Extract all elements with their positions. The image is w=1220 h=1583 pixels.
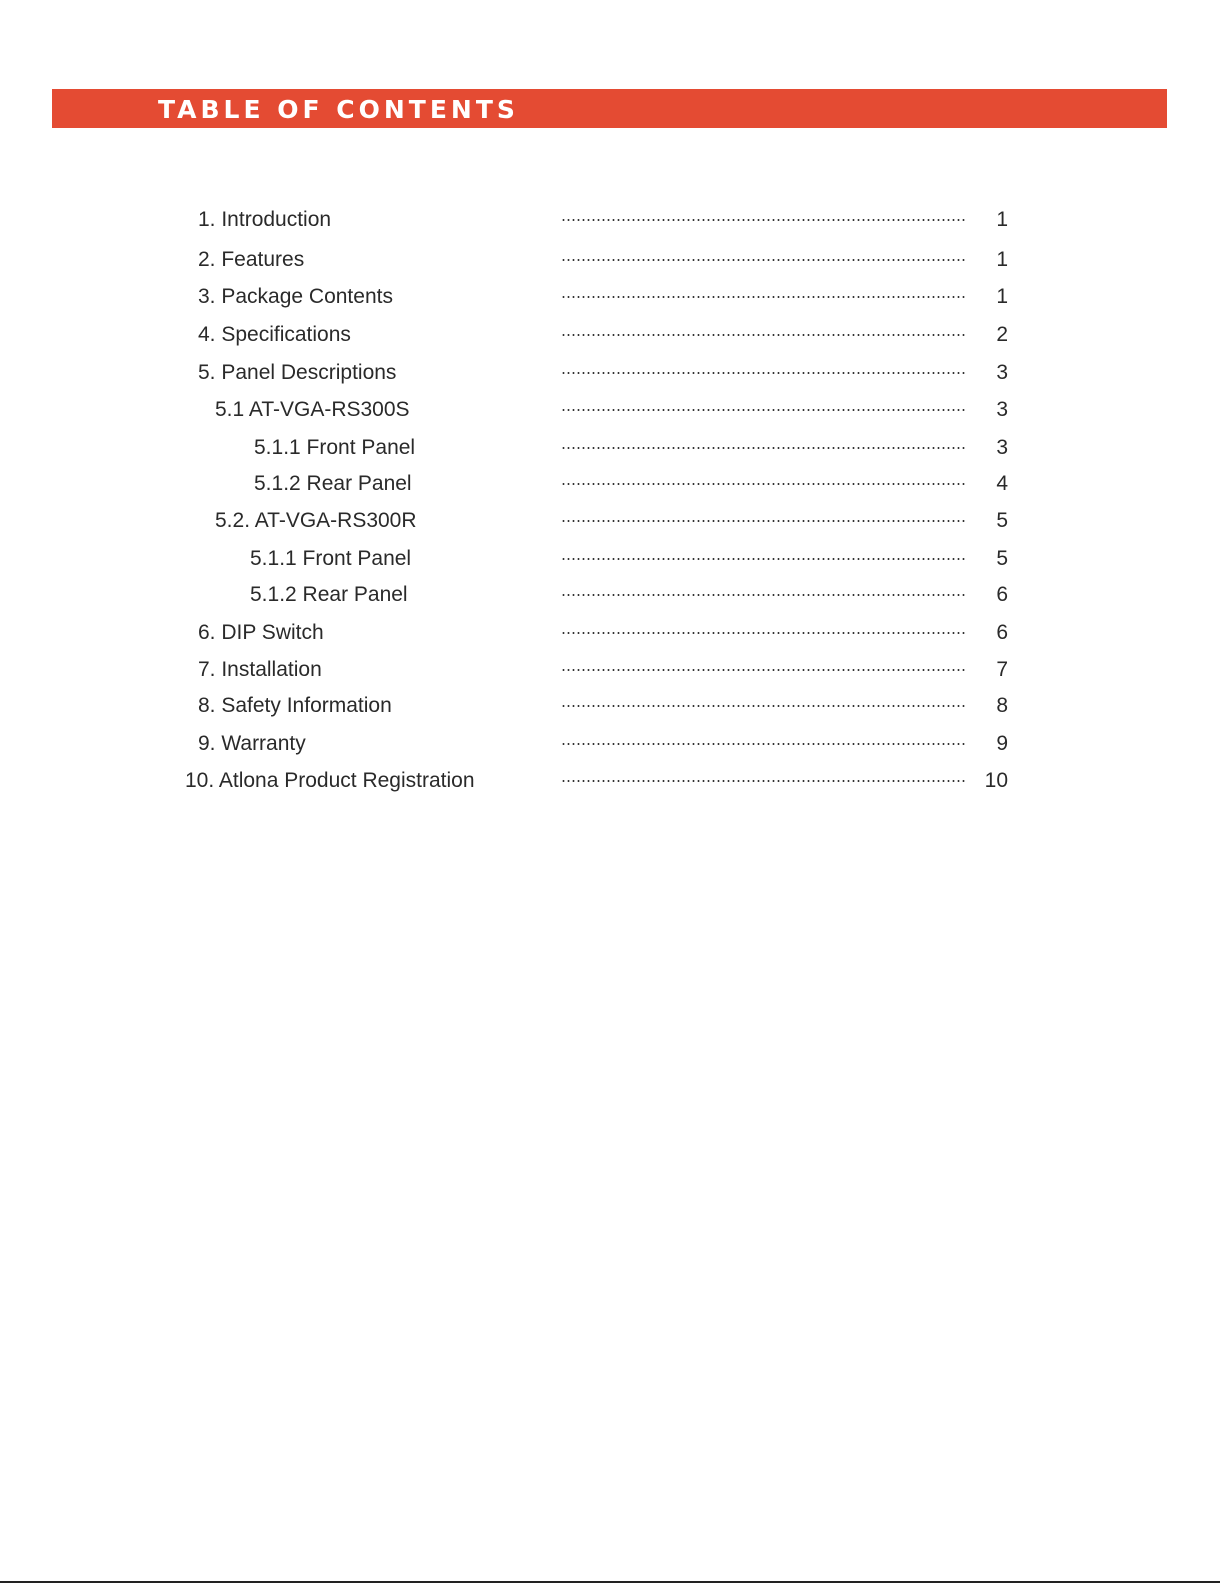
toc-entry[interactable]	[0, 729, 1220, 759]
toc-dot-leader	[561, 372, 966, 374]
toc-entry-label: 8. Safety Information	[198, 694, 392, 717]
toc-entry[interactable]	[0, 691, 1220, 721]
toc-entry-page-number: 6	[996, 621, 1008, 644]
toc-entry[interactable]	[0, 580, 1220, 610]
toc-entry[interactable]	[0, 506, 1220, 536]
toc-entry-page-number: 8	[996, 694, 1008, 717]
toc-dot-leader	[561, 259, 966, 261]
toc-entry-label: 5.1 AT-VGA-RS300S	[215, 398, 410, 421]
toc-entry[interactable]	[0, 245, 1220, 275]
toc-entry[interactable]	[0, 618, 1220, 648]
toc-entry[interactable]	[0, 320, 1220, 350]
toc-entry-page-number: 1	[996, 208, 1008, 231]
toc-entry-label: 7. Installation	[198, 658, 322, 681]
toc-entry-label: 4. Specifications	[198, 323, 351, 346]
toc-entry-page-number: 1	[996, 285, 1008, 308]
toc-entry-page-number: 2	[996, 323, 1008, 346]
toc-dot-leader	[561, 669, 966, 671]
toc-entry-page-number: 3	[996, 398, 1008, 421]
toc-dot-leader	[561, 483, 966, 485]
toc-entry-label: 5.1.1 Front Panel	[254, 436, 416, 459]
toc-dot-leader	[561, 447, 966, 449]
toc-entry-page-number: 10	[984, 769, 1008, 792]
toc-entry[interactable]	[0, 205, 1220, 235]
toc-entry-page-number: 1	[996, 248, 1008, 271]
toc-entry[interactable]	[0, 544, 1220, 574]
toc-dot-leader	[561, 780, 966, 782]
toc-dot-leader	[561, 219, 966, 221]
toc-entry-label: 9. Warranty	[198, 732, 306, 755]
toc-dot-leader	[561, 705, 966, 707]
toc-dot-leader	[561, 594, 966, 596]
toc-entry-page-number: 3	[996, 361, 1008, 384]
toc-entry-page-number: 5	[996, 547, 1008, 570]
toc-entry-label: 3. Package Contents	[198, 285, 393, 308]
toc-dot-leader	[561, 334, 966, 336]
toc-entry-label: 6. DIP Switch	[198, 621, 324, 644]
toc-dot-leader	[561, 520, 966, 522]
toc-entry-page-number: 7	[996, 658, 1008, 681]
toc-entry-label: 5. Panel Descriptions	[198, 361, 397, 384]
title-bar	[52, 89, 1167, 128]
toc-entry-page-number: 9	[996, 732, 1008, 755]
toc-entry-label: 5.1.1 Front Panel	[250, 547, 412, 570]
toc-entry-label: 5.2. AT-VGA-RS300R	[215, 509, 417, 532]
toc-entry[interactable]	[0, 282, 1220, 312]
toc-dot-leader	[561, 409, 966, 411]
toc-entry-label: 2. Features	[198, 248, 305, 271]
toc-entry-label: 5.1.2 Rear Panel	[250, 583, 408, 606]
toc-dot-leader	[561, 743, 966, 745]
toc-dot-leader	[561, 558, 966, 560]
toc-entry-label: 5.1.2 Rear Panel	[254, 472, 412, 495]
toc-entry[interactable]	[0, 358, 1220, 388]
toc-entry-page-number: 5	[996, 509, 1008, 532]
toc-entry[interactable]	[0, 433, 1220, 463]
toc-entry-page-number: 6	[996, 583, 1008, 606]
toc-entry[interactable]	[0, 395, 1220, 425]
toc-entry-label: 1. Introduction	[198, 208, 332, 231]
page-title: TABLE OF CONTENTS	[158, 95, 519, 124]
toc-entry-page-number: 3	[996, 436, 1008, 459]
toc-entry[interactable]	[0, 766, 1220, 796]
toc-dot-leader	[561, 632, 966, 634]
toc-entry[interactable]	[0, 655, 1220, 685]
toc-entry-page-number: 4	[996, 472, 1008, 495]
toc-entry[interactable]	[0, 469, 1220, 499]
toc-dot-leader	[561, 296, 966, 298]
toc-entry-label: 10. Atlona Product Registration	[185, 769, 475, 792]
